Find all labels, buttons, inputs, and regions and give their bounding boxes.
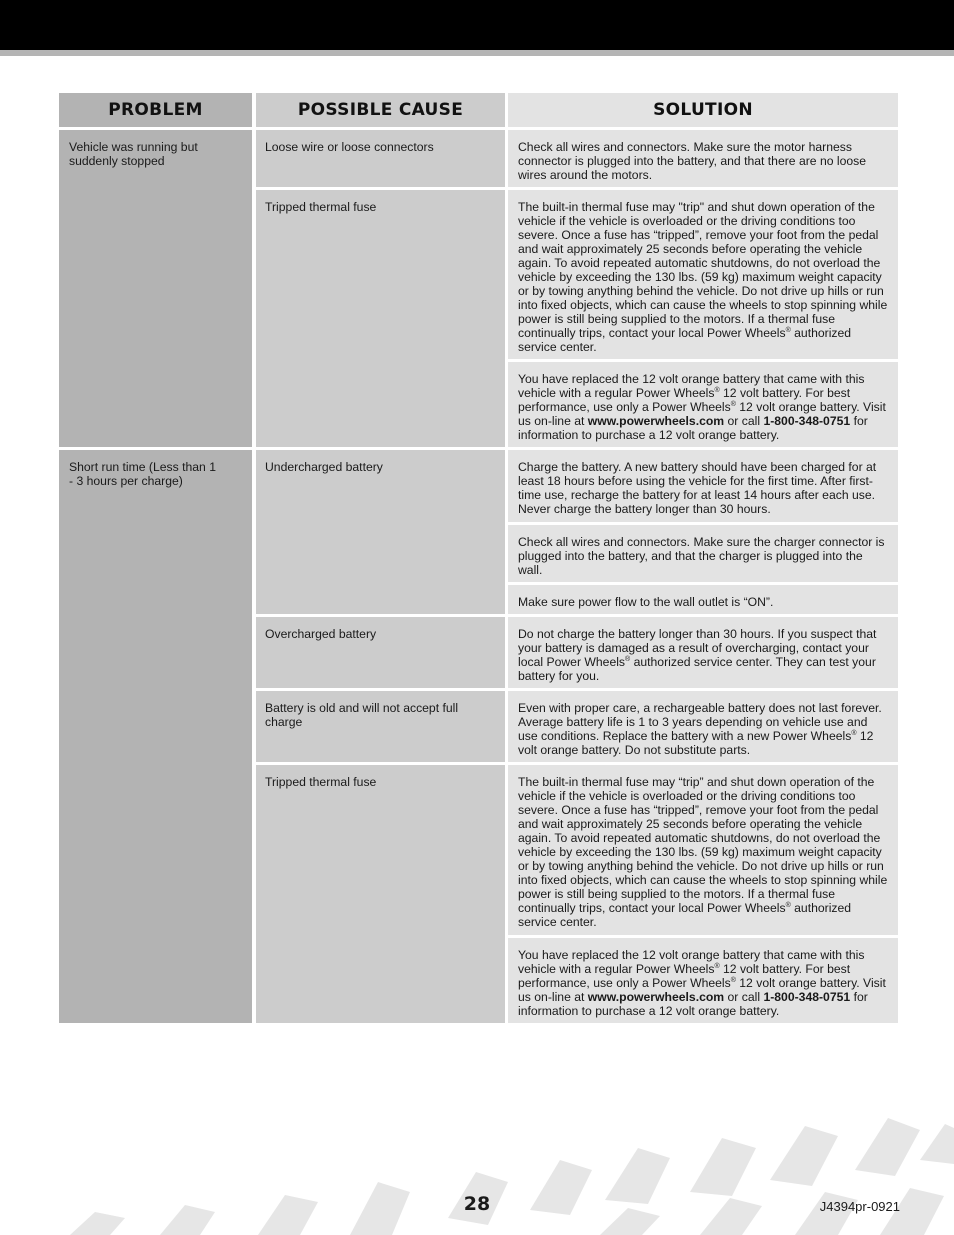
- solution-cell: [508, 130, 898, 187]
- solution-text: Check all wires and connectors. Make sure the motor harness connector is plugged into the battery, and that there are no loose wires around the motors.: [518, 140, 867, 182]
- cause-cell: [256, 450, 505, 614]
- solution-text: Charge the battery. A new battery should have been charged for at least 18 hours before using the vehicle for the first time. After first-time use, recharge the battery for at least 14 hours after each use. Never charge the battery longer than 30 hours.: [518, 460, 877, 516]
- top-black-bar: [0, 0, 954, 50]
- top-gray-stripe: [0, 50, 954, 56]
- solution-text: The built-in thermal fuse may “trip” and shut down operation of the vehicle if the vehicle is overloaded or the driving conditions too severe. Once a fuse has “tripped”, remove your foot from the pedal and wait approximately 25 seconds before operating the vehicle again. To avoid repeated automatic shutdowns, do not overload the vehicle by exceeding the 130 lbs. (59 kg) maximum weight capacity or by towing anything behind the vehicle. Do not drive up hills or run into fixed objects, which can cause the wheels to stop spinning while power is still being supplied to the motors. If a thermal fuse continually trips, contact your local Power Wheels® authorized service center.: [518, 775, 888, 929]
- header-problem: PROBLEM: [59, 93, 252, 127]
- cause-cell: [256, 190, 505, 447]
- cause-cell: [256, 130, 505, 187]
- cause-text: Undercharged battery: [265, 460, 383, 474]
- solution-text: The built-in thermal fuse may "trip" and shut down operation of the vehicle if the vehicle is overloaded or the driving conditions too severe. Once a fuse has “tripped”, remove your foot from the pedal and wait approximately 25 seconds before operating the vehicle again. To avoid repeated automatic shutdowns, do not overload the vehicle by exceeding the 130 lbs. (59 kg) maximum weight capacity or by towing anything behind the vehicle. Do not drive up hills or run into fixed objects, which can cause the wheels to stop spinning while power is still being supplied to the motors. If a thermal fuse continually trips, contact your local Power Wheels® authorized service center.: [518, 200, 888, 354]
- solution-cell: [508, 585, 898, 614]
- problem-text: Short run time (Less than 1 - 3 hours per charge): [69, 460, 216, 488]
- solution-cell: [508, 190, 898, 359]
- problem-cell: [59, 130, 252, 447]
- cause-text: Battery is old and will not accept full charge: [265, 701, 459, 729]
- problem-text: Vehicle was running but suddenly stopped: [69, 140, 198, 168]
- cause-cell: [256, 765, 505, 1023]
- cause-text: Loose wire or loose connectors: [265, 140, 434, 154]
- cause-text: Overcharged battery: [265, 627, 377, 641]
- cause-cell: [256, 617, 505, 688]
- problem-cell: [59, 450, 252, 1023]
- header-possible-cause: POSSIBLE CAUSE: [256, 93, 505, 127]
- solution-cell: [508, 362, 898, 447]
- solution-cell: [508, 765, 898, 935]
- solution-text: You have replaced the 12 volt orange battery that came with this vehicle with a regular Power Wheels® 12 volt battery. For best performance, use only a Power Wheels® 12 volt orange battery. Visit us on-line at www.powerwheels.com or call 1-800-348-0751 for information to purchase a 12 volt orange battery.: [518, 948, 886, 1018]
- solution-cell: [508, 450, 898, 522]
- solution-text: Check all wires and connectors. Make sure the charger connector is plugged into the battery, and that the charger is plugged into the wall.: [518, 535, 885, 577]
- page-number: 28: [463, 1193, 491, 1215]
- document-code: J4394pr-0921: [819, 1199, 900, 1214]
- solution-cell: [508, 617, 898, 688]
- solution-cell: [508, 938, 898, 1023]
- solution-text: You have replaced the 12 volt orange battery that came with this vehicle with a regular Power Wheels® 12 volt battery. For best performance, use only a Power Wheels® 12 volt orange battery. Visit us on-line at www.powerwheels.com or call 1-800-348-0751 for information to purchase a 12 volt orange battery.: [518, 372, 886, 442]
- solution-cell: [508, 691, 898, 762]
- cause-text: Tripped thermal fuse: [265, 775, 377, 789]
- cause-text: Tripped thermal fuse: [265, 200, 377, 214]
- solution-text: Make sure power flow to the wall outlet is “ON”.: [518, 595, 774, 609]
- solution-text: Even with proper care, a rechargeable battery does not last forever. Average battery life is 1 to 3 years depending on vehicle use and use conditions. Replace the battery with a new Power Wheels® 12 volt orange battery. Do not substitute parts.: [518, 701, 882, 757]
- header-solution: SOLUTION: [508, 93, 898, 127]
- solution-text: Do not charge the battery longer than 30 hours. If you suspect that your battery is damaged as a result of overcharging, contact your local Power Wheels® authorized service center. They can test your battery for you.: [518, 627, 877, 683]
- cause-cell: [256, 691, 505, 762]
- solution-cell: [508, 525, 898, 582]
